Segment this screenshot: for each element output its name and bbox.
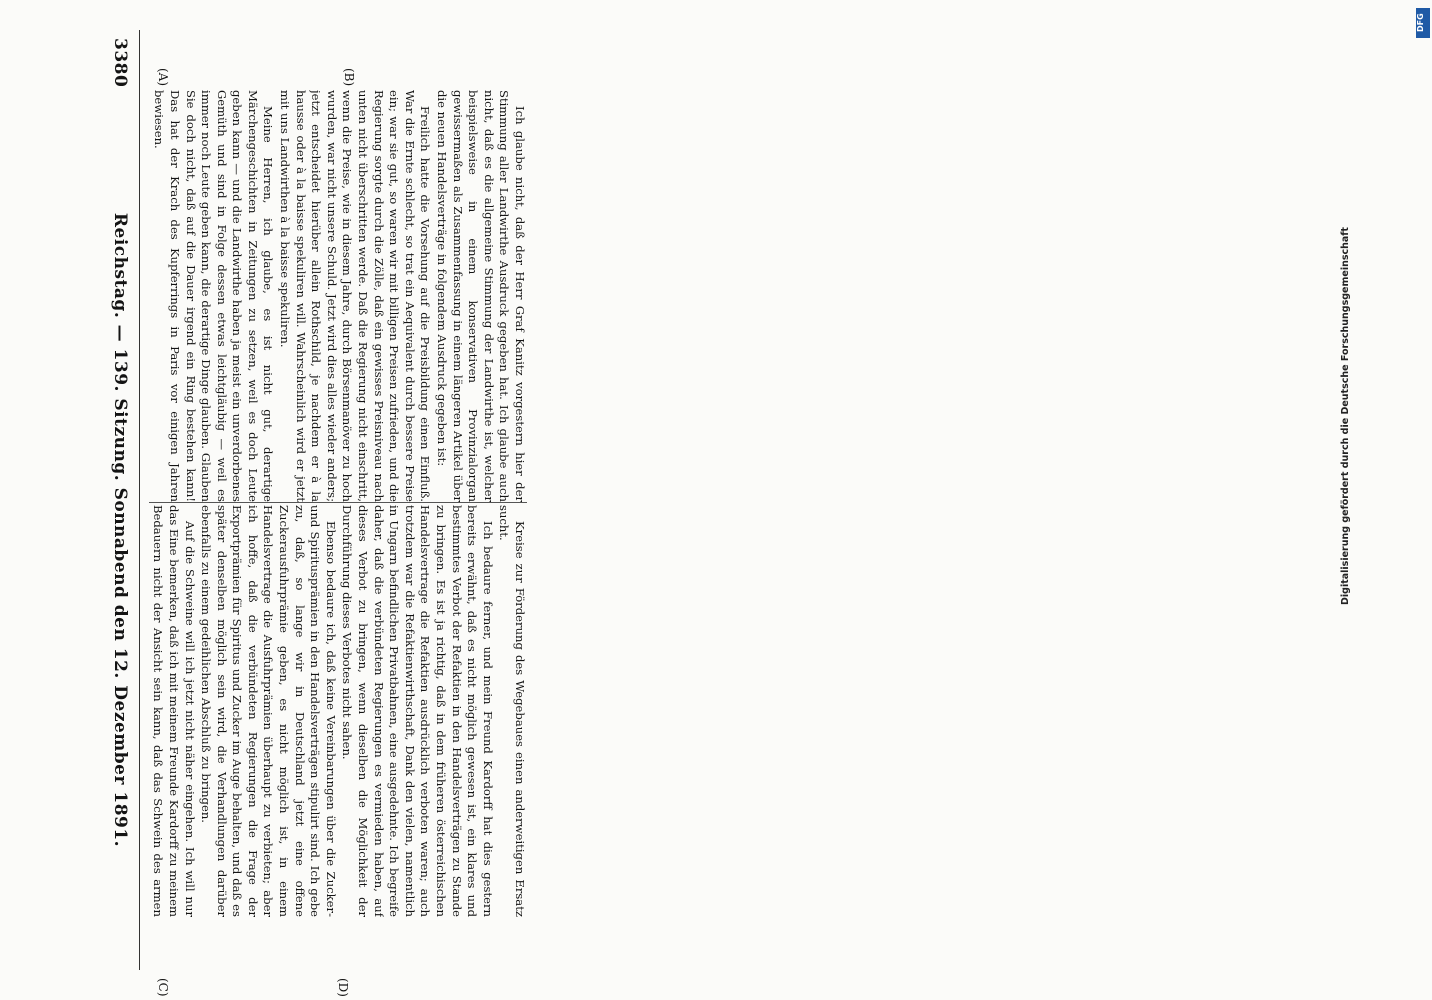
margin-letter-d: (D)	[336, 978, 350, 997]
quotation: Freilich hatte die Vorsehung auf die Preisbildung einen Einfluß. War die Ernte schlecht, so trat ein Aequivalent durch bessere Preise ein; war sie gut, so waren wir mit billigen Preisen zufrieden, und die Regierung sorgte durch die Zölle, daß ein gewisses Preisniveau nach unten nicht überschritten werde. Daß die Regierung nicht einschritt, wenn die Preise, wie in diesem Jahre, durch Börsenmanöver zu hoch wurden, war nicht unsere Schuld. Jetzt wird dies alles wieder anders; jetzt entscheidet hierüber allein Rothschild, je nachdem er à la hausse oder à la baisse spekuliren will. Wahrscheinlich wird er jetzt mit uns Landwirthen à la baisse spekuliren.	[278, 90, 433, 502]
header-rule	[139, 30, 140, 970]
digitization-note: Digitalisierung gefördert durch die Deutsche Forschungsgemeinschaft	[1340, 227, 1351, 605]
margin-letter-b: (B)	[342, 68, 356, 87]
paragraph: Auf die Schweine will ich jetzt nicht näher eingehen. Ich will nur das Eine bemerken, daß ich mit meinem Freunde Kardorff zu meinem Bedauern nicht der Ansicht sein kann, daß das Schwein des armen	[151, 505, 197, 917]
page-number: 3380	[110, 38, 130, 88]
dfg-logo-text: DFG	[1416, 13, 1425, 32]
paragraph: Ebenso bedaure ich, daß keine Vereinbarungen über die Zucker- und Spiritusprämien in den Handelsverträgen stipulirt sind. Ich gebe zu, daß, so lange wir in Deutschland jetzt eine offene Zuckerausfuhrprämie geben, es nicht möglich ist, in einem Handelsvertrage die Ausfuhrprämien überhaupt zu verbieten; aber ich hoffe, daß die verbündeten Regierungen die Frage der Exportprämien für Spiritus und Zucker im Auge behalten, und daß es später denselben möglich sein wird, die Verhandlungen darüber ebenfalls zu einem gedeihlichen Abschluß zu bringen.	[199, 505, 338, 917]
right-column	[149, 505, 527, 917]
margin-letter-c: (C)	[156, 978, 170, 997]
column-divider	[149, 502, 527, 503]
paragraph: Meine Herren, ich glaube, es ist nicht gut, derartige Märchengeschichten in Zeitungen zu setzen, weil es doch Leute geben kann — und die Landwirthe haben ja meist ein unverdorbenes Gemüth und sind in Folge dessen etwas leichtgläubig — weil es immer noch Leute geben kann, die derartige Dinge glauben. Glauben Sie doch nicht, daß auf die Dauer irgend ein Ring bestehen kann! Das hat der Krach des Kupferrings in Paris vor einigen Jahren bewiesen.	[152, 90, 276, 502]
running-header	[108, 30, 130, 970]
paragraph: Kreise zur Förderung des Wegebaues einen anderweitigen Ersatz sucht.	[497, 505, 527, 917]
running-title: Reichstag. — 139. Sitzung. Sonnabend den 12. Dezember 1891.	[110, 212, 130, 848]
left-column	[149, 90, 527, 502]
paragraph	[149, 90, 150, 502]
paragraph: Ich glaube nicht, daß der Herr Graf Kanitz vorgestern hier der Stimmung aller Landwirthe Ausdruck gegeben hat. Ich glaube auch nicht, daß es die allgemeine Stimmung der Landwirthe ist, welcher beispielsweise in einem konservativen Provinzialorgan gewissermaßen als Zusammenfassung in einem längeren Artikel über die neuen Handelsverträge in folgendem Ausdruck gegeben ist:	[435, 90, 527, 502]
margin-letter-a: (A)	[156, 68, 170, 87]
paragraph: Ich bedaure ferner, und mein Freund Kardorff hat dies gestern bereits erwähnt, daß es nicht möglich gewesen ist, ein klares und bestimmtes Verbot der Refaktien in den Handelsverträgen zu Stande zu bringen. Es ist ja richtig, daß in dem früheren österreichischen Handelsvertrage die Refaktien ausdrücklich verboten waren; auch trotzdem war die Refaktienwirthschaft, Dank den vielen, namentlich in Ungarn befindlichen Privatbahnen, eine ausgedehnte. Ich begreife daher, daß die verbündeten Regierungen es vermieden haben, auf dieses Verbot zu bringen, wenn dieselben die Möglichkeit der Durchführung dieses Verbotes nicht sahen.	[340, 505, 495, 917]
